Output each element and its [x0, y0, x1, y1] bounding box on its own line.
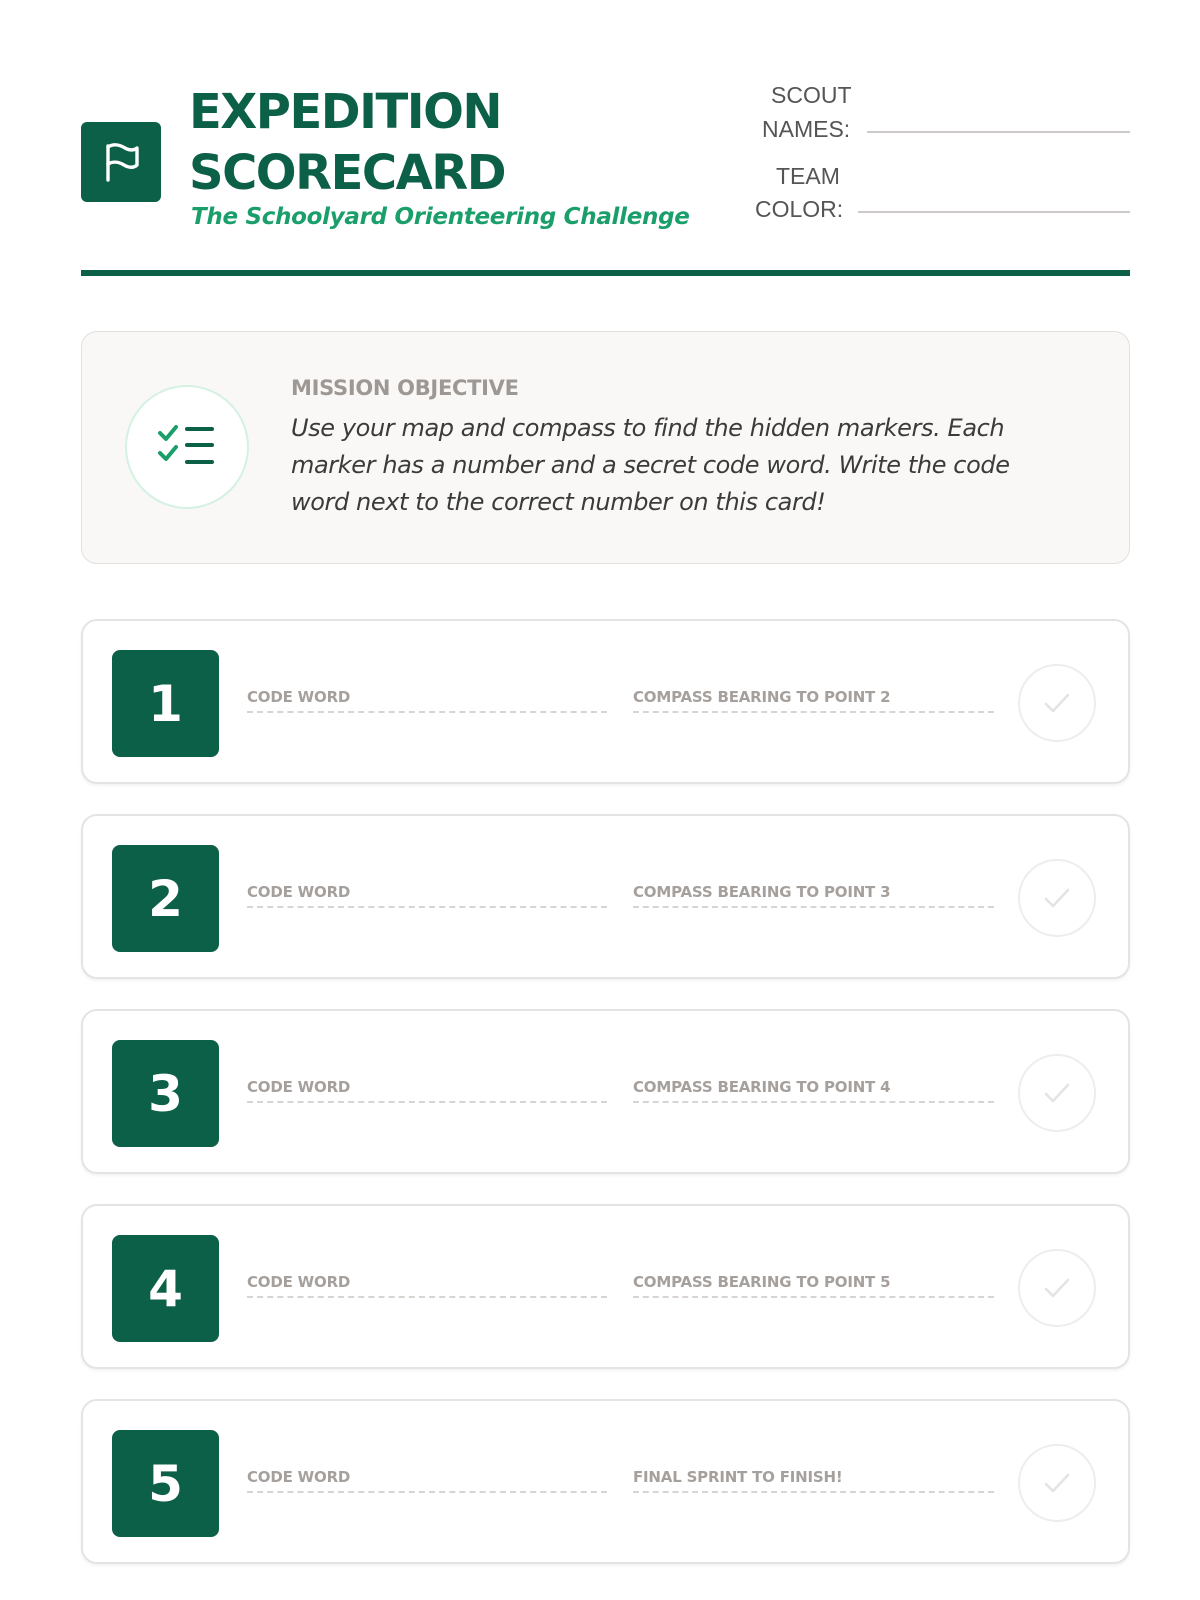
scout-names-label-line-2: NAMES:	[762, 116, 851, 142]
compass-bearing-field[interactable]	[633, 1078, 994, 1103]
checkpoint-number: 4	[112, 1235, 219, 1342]
checkpoint-checkbox[interactable]	[1018, 664, 1096, 742]
checkpoint-checkbox[interactable]	[1018, 1249, 1096, 1327]
checkpoint-list	[81, 619, 1130, 1594]
team-color-label-line-2: COLOR:	[755, 196, 844, 222]
code-word-label: CODE WORD	[247, 1273, 351, 1291]
code-word-field[interactable]	[247, 883, 607, 908]
compass-bearing-write-line[interactable]	[633, 906, 994, 908]
compass-bearing-write-line[interactable]	[633, 711, 994, 713]
compass-bearing-label: COMPASS BEARING TO POINT 2	[633, 688, 891, 706]
checklist-icon	[157, 422, 217, 472]
checkpoint-checkbox[interactable]	[1018, 1444, 1096, 1522]
final-sprint-label: FINAL SPRINT TO FINISH!	[633, 1468, 843, 1486]
final-sprint-write-line[interactable]	[633, 1491, 994, 1493]
code-word-label: CODE WORD	[247, 688, 351, 706]
compass-bearing-write-line[interactable]	[633, 1101, 994, 1103]
compass-bearing-field[interactable]	[633, 883, 994, 908]
mission-objective-box	[81, 331, 1130, 564]
team-color-label-line-1: TEAM	[776, 163, 840, 189]
mission-heading: MISSION OBJECTIVE	[291, 376, 519, 400]
checkpoint-row	[81, 619, 1130, 784]
code-word-write-line[interactable]	[247, 711, 607, 713]
code-word-label: CODE WORD	[247, 883, 351, 901]
check-icon	[1040, 686, 1074, 720]
code-word-field[interactable]	[247, 688, 607, 713]
page-title-line-1: EXPEDITION	[189, 84, 502, 140]
code-word-field[interactable]	[247, 1273, 607, 1298]
checkpoint-checkbox[interactable]	[1018, 859, 1096, 937]
checkpoint-number: 1	[112, 650, 219, 757]
checkpoint-row	[81, 1204, 1130, 1369]
checkpoint-checkbox[interactable]	[1018, 1054, 1096, 1132]
mission-icon-badge	[125, 385, 249, 509]
code-word-write-line[interactable]	[247, 1491, 607, 1493]
compass-bearing-label: COMPASS BEARING TO POINT 5	[633, 1273, 891, 1291]
check-icon	[1040, 1076, 1074, 1110]
flag-badge	[81, 122, 161, 202]
checkpoint-number: 2	[112, 845, 219, 952]
code-word-field[interactable]	[247, 1468, 607, 1493]
header	[81, 0, 1130, 277]
scout-names-label-line-1: SCOUT	[771, 82, 852, 108]
code-word-write-line[interactable]	[247, 1296, 607, 1298]
mission-text: Use your map and compass to find the hidden markers. Each marker has a number and a secret code word. Write the code word next to the correct number on this card!	[291, 414, 1010, 516]
compass-bearing-write-line[interactable]	[633, 1296, 994, 1298]
code-word-label: CODE WORD	[247, 1078, 351, 1096]
compass-bearing-field[interactable]	[633, 688, 994, 713]
checkpoint-row	[81, 1009, 1130, 1174]
check-icon	[1040, 1271, 1074, 1305]
final-sprint-field[interactable]	[633, 1468, 994, 1493]
code-word-write-line[interactable]	[247, 1101, 607, 1103]
compass-bearing-field[interactable]	[633, 1273, 994, 1298]
page-subtitle: The Schoolyard Orienteering Challenge	[191, 204, 690, 230]
team-color-write-line[interactable]	[858, 211, 1130, 213]
page-title-line-2: SCORECARD	[189, 145, 506, 201]
code-word-write-line[interactable]	[247, 906, 607, 908]
flag-icon	[99, 140, 143, 184]
checkpoint-row	[81, 814, 1130, 979]
check-icon	[1040, 881, 1074, 915]
compass-bearing-label: COMPASS BEARING TO POINT 4	[633, 1078, 891, 1096]
check-icon	[1040, 1466, 1074, 1500]
code-word-field[interactable]	[247, 1078, 607, 1103]
header-divider	[81, 270, 1130, 276]
compass-bearing-label: COMPASS BEARING TO POINT 3	[633, 883, 891, 901]
scout-names-write-line[interactable]	[867, 131, 1130, 133]
checkpoint-number: 3	[112, 1040, 219, 1147]
checkpoint-row	[81, 1399, 1130, 1564]
checkpoint-number: 5	[112, 1430, 219, 1537]
code-word-label: CODE WORD	[247, 1468, 351, 1486]
